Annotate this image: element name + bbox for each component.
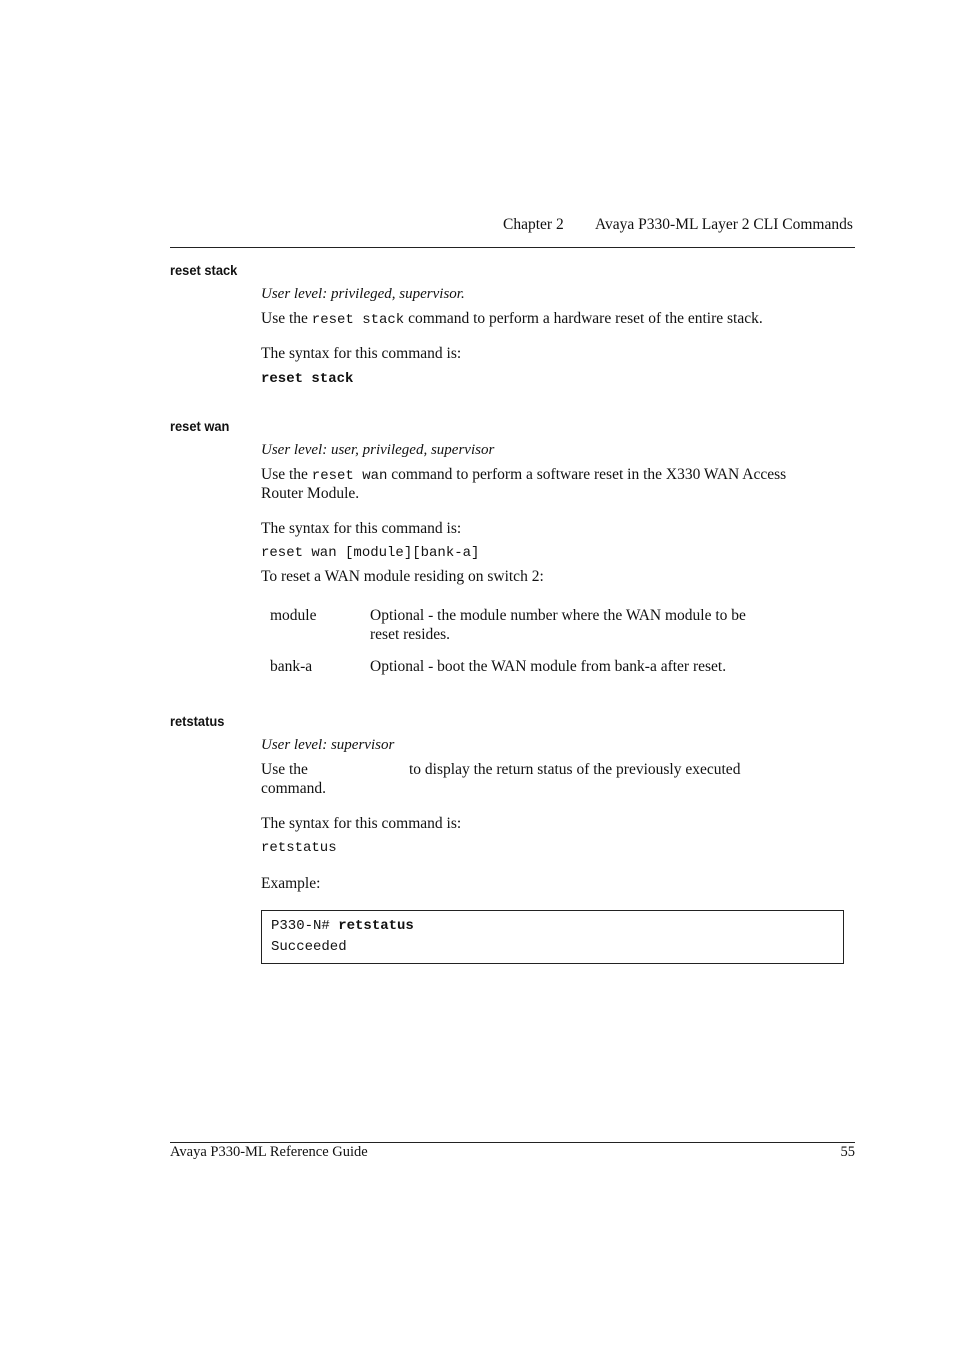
- syntax-intro-reset-stack: The syntax for this command is:: [261, 345, 462, 362]
- example-output: Succeeded: [271, 939, 347, 955]
- desc-pre: Use the: [261, 466, 308, 483]
- section-heading-retstatus: retstatus: [170, 713, 225, 729]
- description-reset-wan: [261, 466, 786, 484]
- user-level-reset-stack: User level: privileged, supervisor.: [261, 286, 465, 302]
- user-level-reset-wan: User level: user, privileged, supervisor: [261, 442, 495, 458]
- example-label-retstatus: Example:: [261, 875, 321, 892]
- syntax-retstatus: retstatus: [261, 840, 337, 856]
- param-desc-module: Optional - the module number where the WAN module to be: [370, 607, 746, 624]
- example-command-line: [271, 918, 414, 934]
- chapter-title: Avaya P330-ML Layer 2 CLI Commands: [595, 216, 853, 233]
- desc-command: reset stack: [311, 312, 405, 328]
- description-retstatus-post: to display the return status of the previously executed: [409, 761, 741, 778]
- description-retstatus-line2: command.: [261, 780, 326, 797]
- footer-rule: [170, 1142, 855, 1143]
- syntax-intro-retstatus: The syntax for this command is:: [261, 815, 462, 832]
- desc-post: command to perform a hardware reset of the entire stack.: [408, 310, 763, 327]
- example-prompt: P330-N#: [271, 918, 330, 934]
- section-heading-reset-stack: reset stack: [170, 262, 238, 278]
- example-command: retstatus: [338, 918, 414, 934]
- header-rule: [170, 247, 855, 248]
- example-intro-reset-wan: To reset a WAN module residing on switch 2:: [261, 568, 544, 585]
- user-level-retstatus: User level: supervisor: [261, 737, 395, 753]
- section-heading-reset-wan: reset wan: [170, 418, 230, 434]
- param-desc-bank-a: Optional - boot the WAN module from bank-a after reset.: [370, 658, 727, 675]
- syntax-reset-stack: reset stack: [261, 371, 354, 387]
- param-name-bank-a: bank-a: [270, 658, 313, 675]
- example-code-box: [261, 910, 844, 964]
- page-number: 55: [840, 1144, 855, 1160]
- footer-guide-title: Avaya P330-ML Reference Guide: [170, 1144, 368, 1160]
- desc-post: command to perform a software reset in the X330 WAN Access: [391, 466, 787, 483]
- chapter-label: Chapter 2: [503, 216, 564, 233]
- description-reset-stack: [261, 310, 763, 328]
- syntax-intro-reset-wan: The syntax for this command is:: [261, 520, 462, 537]
- desc-command: reset wan: [311, 468, 388, 484]
- desc-pre: Use the: [261, 310, 308, 327]
- description-reset-wan-line2: Router Module.: [261, 485, 360, 502]
- description-retstatus-pre: Use the: [261, 761, 308, 778]
- syntax-reset-wan: reset wan [module][bank-a]: [261, 545, 480, 561]
- param-name-module: module: [270, 607, 317, 624]
- param-desc-module-line2: reset resides.: [370, 626, 451, 643]
